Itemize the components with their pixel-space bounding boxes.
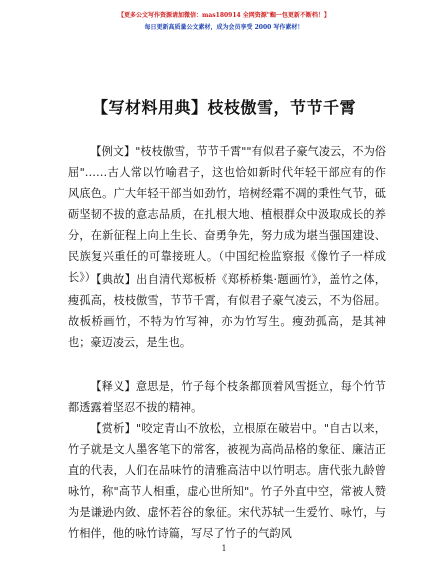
article-title: 【写材料用典】枝枝傲雪，节节千霄 bbox=[91, 98, 356, 117]
paragraph-allusion: 【典故】出自清代郑板桥《郑桥桥集·题画竹》，盖竹之体，瘦孤高，枝枝傲雪，节节千霄，有似君子豪气凌云，不为俗屈。故板桥画竹，不特为竹写神，亦为竹写生。瘦劲孤高，是其神也；豪迈凌云，是生也。 bbox=[68, 273, 386, 350]
paragraph-appreciation: 【赏析】"咬定青山不放松，立根原在破岩中。"自古以来，竹子就是文人墨客笔下的常客，被视为高尚品格的象征、廉洁正直的代表，人们在品味竹的清雅高洁中以竹明志。唐代张九龄曾咏竹，称"高节人相重，虚心世所知"。竹子外直中空，常被人赞为是谦逊内敛、虚怀若谷的象征。宋代苏轼一生爱竹、咏竹，与竹相伴，他的咏竹诗篇，写尽了竹子的气韵风 bbox=[68, 422, 386, 541]
page-number: 1 bbox=[221, 544, 227, 553]
promo-banner-line-1: 【更多公文写作资源请加微信：mas180914 全网资源"蜘一包更新不断档！】 bbox=[118, 12, 330, 19]
paragraph-meaning: 【释义】意思是，竹子每个枝条都顶着风雪挺立，每个竹节都透露着坚忍不拔的精神。 bbox=[68, 380, 386, 415]
promo-banner-line-2: 每日更新高质量公文素材，成为会员享受 2000 写作素材！ bbox=[144, 24, 304, 31]
paragraph-example: 【例文】"枝枝傲雪，节节千霄""有似君子豪气凌云，不为俗屈"……古人常以竹喻君子，这也恰如新时代年轻干部应有的作风底色。广大年轻干部当如劲竹，培树经霜不凋的秉性气节，砥砺坚韧不拔的意志品质，在扎根大地、植根群众中汲取成长的养分，在新征程上向上生长、奋勇争先，努力成为堪当强国建设、民族复兴重任的可靠接班人。（中国纪检监察报《像竹子一样成长》） bbox=[68, 145, 386, 285]
